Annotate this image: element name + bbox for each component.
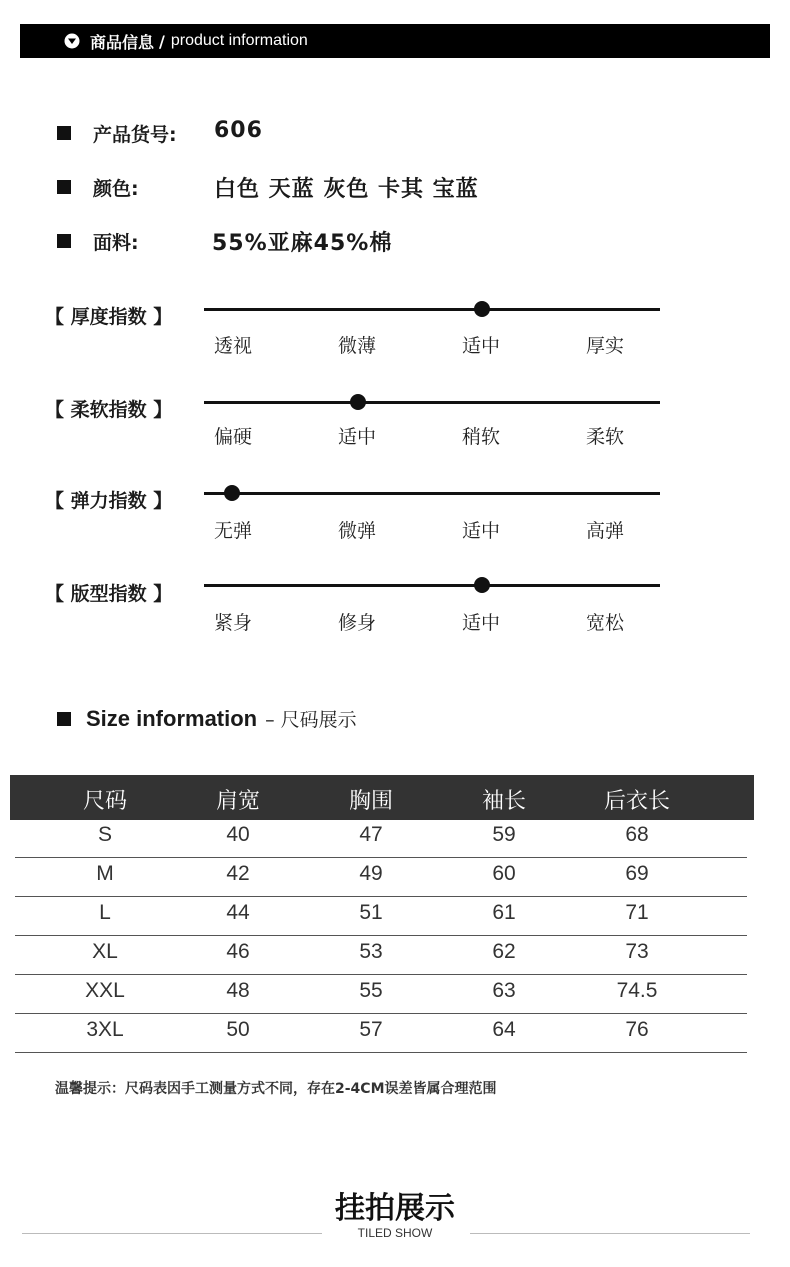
table-cell: 63 [492,979,516,1002]
table-cell: 64 [492,1018,516,1041]
table-row-divider [15,974,747,975]
table-cell: L [99,901,111,924]
chevron-down-circle-icon [64,33,80,49]
section-header-bar [20,24,770,58]
table-cell: 47 [359,823,383,846]
fabric-value: 55%亚麻45%棉 [212,231,393,256]
bullet-square-icon [57,180,71,194]
table-cell: 68 [625,823,649,846]
fit-option: 紧身 [214,612,253,634]
table-cell: 69 [625,862,649,885]
table-cell: 49 [359,862,383,885]
table-row-divider [15,1052,747,1053]
table-cell: 3XL [86,1018,124,1041]
item-no-value: 606 [214,118,263,143]
elasticity-index-title: 【 弹力指数 】 [45,490,173,512]
bullet-square-icon [57,126,71,140]
table-row-divider [15,935,747,936]
table-cell: 50 [226,1018,250,1041]
section-title: 挂拍展示 [335,1191,455,1226]
fit-option: 宽松 [586,612,625,634]
table-cell: 46 [226,940,250,963]
fit-index-marker [474,577,490,593]
elasticity-option: 微弹 [338,520,377,542]
size-section-heading [86,705,357,732]
table-cell: 62 [492,940,516,963]
table-cell: 61 [492,901,516,924]
thickness-option: 适中 [462,335,501,357]
softness-index-title: 【 柔软指数 】 [45,399,173,421]
measurement-note: 温馨提示：尺码表因手工测量方式不同，存在2-4CM误差皆属合理范围 [55,1081,497,1097]
bullet-square-icon [57,712,71,726]
table-cell: XXL [85,979,125,1002]
size-heading-cn: 尺码展示 [280,709,357,731]
fit-index-title: 【 版型指数 】 [45,583,173,605]
elasticity-option: 无弹 [214,520,253,542]
table-cell: S [97,823,112,846]
table-cell: 59 [492,823,516,846]
header-separator: / [159,31,165,51]
softness-option: 稍软 [462,426,501,448]
table-row-divider [15,857,747,858]
table-cell: 44 [226,901,250,924]
thickness-index-marker [474,301,490,317]
softness-index-marker [350,394,366,410]
table-header-cell: 后衣长 [603,789,670,814]
fabric-label: 面料: [93,232,139,254]
elasticity-index-scale-line [204,492,660,495]
table-header-cell: 肩宽 [215,789,260,814]
table-cell: 42 [226,862,250,885]
thickness-index-title: 【 厚度指数 】 [45,306,173,328]
softness-option: 适中 [338,426,377,448]
table-cell: 73 [625,940,649,963]
table-cell: XL [92,940,118,963]
table-header-cell: 袖长 [481,789,526,814]
fit-option: 适中 [462,612,501,634]
table-row-divider [15,896,747,897]
table-header-cell: 胸围 [348,789,393,814]
table-cell: M [96,862,114,885]
table-cell: 71 [625,901,649,924]
thickness-index-scale-line [204,308,660,311]
section-subtitle: TILED SHOW [357,1226,433,1240]
table-cell: 51 [359,901,383,924]
item-no-label: 产品货号: [93,124,177,146]
header-title-en: product information [170,32,308,49]
size-table-header [10,775,754,820]
table-cell: 55 [359,979,383,1002]
thickness-option: 微薄 [338,335,377,357]
thickness-option: 透视 [214,335,253,357]
bullet-square-icon [57,234,71,248]
softness-option: 偏硬 [214,426,253,448]
thickness-option: 厚实 [586,335,625,357]
size-heading-en: Size information [86,706,258,731]
table-cell: 57 [359,1018,383,1041]
fit-option: 修身 [338,612,377,634]
elasticity-option: 适中 [462,520,501,542]
table-cell: 74.5 [616,979,658,1002]
table-cell: 53 [359,940,383,963]
table-cell: 60 [492,862,516,885]
table-row-divider [15,1013,747,1014]
softness-option: 柔软 [586,426,625,448]
table-cell: 40 [226,823,250,846]
softness-index-scale-line [204,401,660,404]
fit-index-scale-line [204,584,660,587]
table-header-cell: 尺码 [82,789,127,814]
table-cell: 76 [625,1018,649,1041]
header-title-cn: 商品信息 [90,32,155,52]
table-cell: 48 [226,979,250,1002]
elasticity-index-marker [224,485,240,501]
size-heading-dash: – [265,709,275,731]
color-label: 颜色: [93,178,139,200]
elasticity-option: 高弹 [586,520,625,542]
color-value: 白色 天蓝 灰色 卡其 宝蓝 [214,177,479,202]
